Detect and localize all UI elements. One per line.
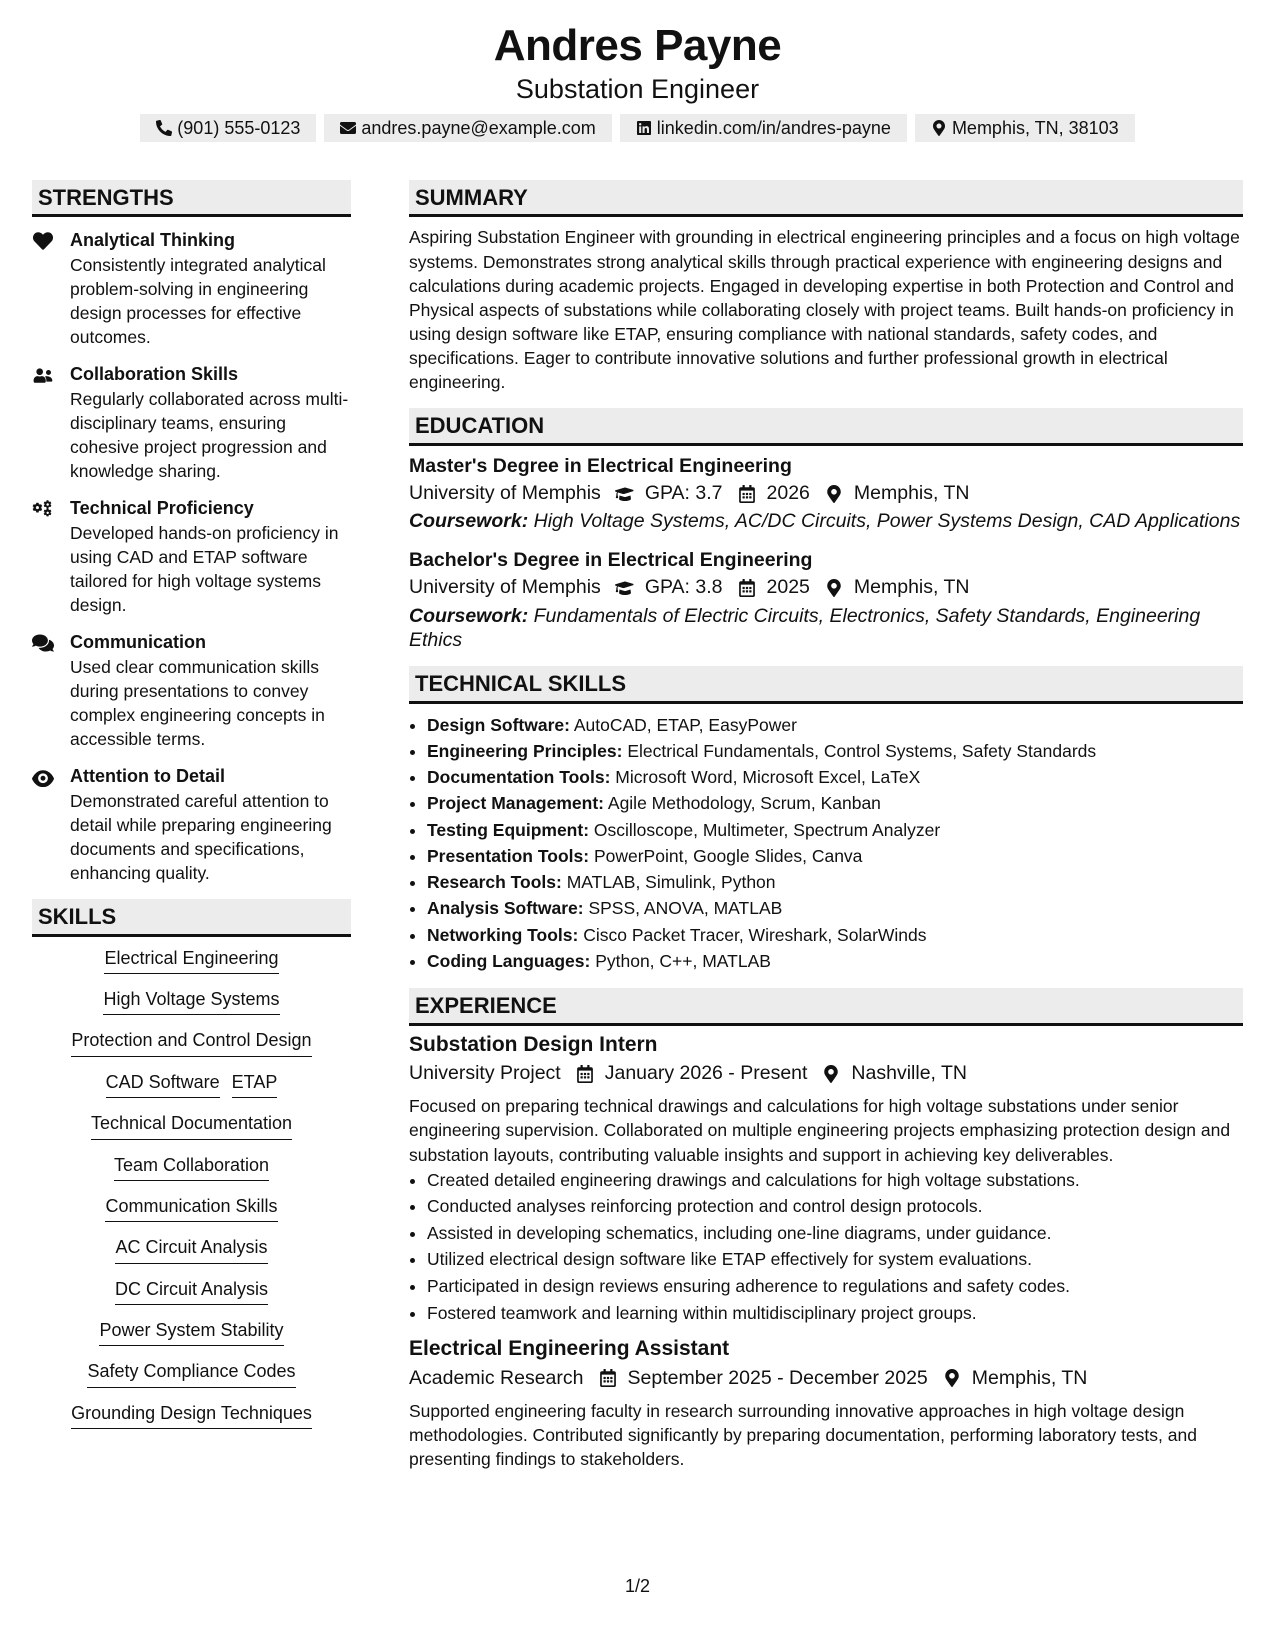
skills-heading: SKILLS [32, 899, 351, 936]
phone-text: (901) 555-0123 [177, 117, 301, 138]
experience-item [409, 1030, 1243, 1327]
tech-skill-item [427, 790, 1243, 816]
email-text: andres.payne@example.com [361, 117, 596, 138]
coursework-label: Coursework: [409, 510, 529, 533]
candidate-name: Andres Payne [493, 21, 782, 70]
map-pin-icon [942, 1369, 962, 1387]
gears-icon [32, 499, 54, 519]
heart-icon [32, 231, 54, 251]
eye-icon [32, 767, 54, 787]
coursework [409, 605, 1243, 653]
strength-name: Communication [70, 632, 207, 653]
skill-tag: Communication Skills [105, 1195, 277, 1222]
tech-skill-item [427, 948, 1243, 974]
tech-skill-value: Microsoft Word, Microsoft Excel, LaTeX [615, 767, 921, 788]
skill-tag: Electrical Engineering [104, 947, 278, 974]
strength-item [32, 497, 351, 617]
experience-desc: Focused on preparing technical drawings and calculations for high voltage substations under senior engineering supervision. Collaborated on multiple engineering projects emphasizing protection design and substation layouts, contributing valuable insights and support in achieving key deliverables. [409, 1096, 1231, 1165]
tech-skill-item [427, 895, 1243, 921]
calendar-icon [737, 579, 757, 597]
gpa-text: GPA: 3.7 [644, 482, 723, 505]
tech-skill-item [427, 843, 1243, 869]
skill-tag: Technical Documentation [91, 1112, 292, 1139]
gpa-text: GPA: 3.8 [644, 576, 723, 599]
bullet-item: • Participated in design reviews ensuring adherence to regulations and safety codes. [427, 1273, 1243, 1300]
skill-tag: ETAP [232, 1071, 278, 1098]
summary-text: Aspiring Substation Engineer with grounding in electrical engineering principles and a focus on high voltage systems. Demonstrates strong analytical skills through practical experience with engineering designs and calculations during academic projects. Engaged in developing expertise in both Protection and Control and Physical aspects of substations while collaborating closely with project teams. Built hands-on proficiency in using design software like ETAP, ensuring compliance with national standards, safety codes, and specifications. Eager to contribute innovative solutions and further professional growth in electrical engineering. [409, 227, 1240, 393]
experience-list [409, 1026, 1243, 1472]
tech-skill-value: Electrical Fundamentals, Control Systems, Safety Standards [627, 740, 1097, 761]
experience-bullets [409, 1167, 1243, 1327]
strength-name: Attention to Detail [70, 766, 225, 787]
tech-skill-label: Analysis Software: [427, 898, 584, 919]
strength-item [32, 765, 351, 885]
skill-tag: Grounding Design Techniques [71, 1402, 312, 1429]
map-pin-icon [821, 1065, 841, 1083]
linkedin-text: linkedin.com/in/andres-payne [656, 117, 891, 138]
tech-skill-value: MATLAB, Simulink, Python [566, 872, 776, 893]
tech-skill-label: Coding Languages: [427, 950, 591, 971]
tech-skill-label: Engineering Principles: [427, 740, 623, 761]
skill-tag: Safety Compliance Codes [87, 1360, 295, 1387]
role-title: Electrical Engineering Assistant [409, 1337, 730, 1361]
degree-name: Bachelor's Degree in Electrical Engineering [409, 549, 813, 572]
education-location: Memphis, TN [853, 576, 970, 599]
tech-skill-item [427, 738, 1243, 764]
skill-tag: CAD Software [106, 1071, 220, 1098]
tech-skill-value: Python, C++, MATLAB [595, 950, 771, 971]
resume-header [0, 0, 1275, 142]
strength-desc: Demonstrated careful attention to detail while preparing engineering documents and specifications, enhancing quality. [70, 790, 332, 884]
contact-email[interactable] [324, 114, 611, 142]
school-name: University of Memphis [409, 482, 601, 505]
strengths-heading: STRENGTHS [32, 180, 351, 217]
strength-name: Analytical Thinking [70, 230, 236, 251]
degree-name: Master's Degree in Electrical Engineering [409, 454, 792, 477]
education-list [409, 446, 1243, 653]
contact-bar [0, 114, 1275, 142]
right-column [409, 180, 1243, 1479]
org-name: University Project [409, 1061, 561, 1084]
tech-skill-item [427, 869, 1243, 895]
strength-desc: Used clear communication skills during presentations to convey complex engineering concepts in accessible terms. [70, 656, 325, 750]
linkedin-icon [636, 120, 652, 136]
bullet-item: • Utilized electrical design software like ETAP effectively for system evaluations. [427, 1246, 1243, 1273]
job-title: Substation Engineer [515, 74, 760, 104]
skill-tag: Protection and Control Design [71, 1029, 311, 1056]
tech-skill-value: Cisco Packet Tracer, Wireshark, SolarWinds [583, 924, 927, 945]
tech-skill-value: Agile Methodology, Scrum, Kanban [607, 793, 881, 814]
tech-skill-value: Oscilloscope, Multimeter, Spectrum Analyzer [593, 819, 941, 840]
experience-meta [409, 1059, 1243, 1088]
education-meta [409, 573, 1243, 602]
education-meta [409, 479, 1243, 508]
page-number: 1/2 [624, 1576, 651, 1596]
contact-location [915, 114, 1135, 142]
strength-name: Collaboration Skills [70, 364, 239, 385]
experience-desc: Supported engineering faculty in research surrounding innovative approaches in high voltage design methodologies. Contributed significantly by preparing documentation, performing laboratory tests, and presenting findings to stakeholders. [409, 1400, 1197, 1470]
tech-skill-value: AutoCAD, ETAP, EasyPower [573, 714, 797, 735]
comments-icon [32, 633, 54, 653]
coursework-text: High Voltage Systems, AC/DC Circuits, Power Systems Design, CAD Applications [533, 510, 1241, 533]
tech-skill-label: Project Management: [427, 793, 604, 814]
experience-heading: EXPERIENCE [409, 988, 1243, 1025]
bullet-item: • Created detailed engineering drawings and calculations for high voltage substations. [427, 1167, 1243, 1194]
tech-skill-item [427, 712, 1243, 738]
education-item [409, 548, 1243, 652]
left-column [32, 180, 351, 1443]
location-text: Memphis, TN, 38103 [951, 117, 1119, 138]
bullet-item: • Fostered teamwork and learning within multidisciplinary project groups. [427, 1300, 1243, 1327]
tech-skill-item [427, 817, 1243, 843]
calendar-icon [598, 1369, 618, 1387]
calendar-icon [575, 1065, 595, 1083]
map-pin-icon [824, 485, 844, 503]
tech-skill-label: Networking Tools: [427, 924, 579, 945]
year-text: 2025 [766, 576, 810, 599]
experience-location: Memphis, TN [971, 1366, 1088, 1389]
tech-skill-label: Presentation Tools: [427, 845, 590, 866]
envelope-icon [340, 120, 356, 136]
skill-tag: Power System Stability [99, 1319, 283, 1346]
contact-linkedin[interactable] [620, 114, 907, 142]
strength-desc: Consistently integrated analytical problem-solving in engineering design processes for effective outcomes. [70, 254, 326, 348]
experience-location: Nashville, TN [851, 1061, 968, 1084]
dates-text: September 2025 - December 2025 [627, 1366, 928, 1389]
coursework-text: Fundamentals of Electric Circuits, Electronics, Safety Standards, Engineering Ethics [409, 604, 1201, 651]
strength-desc: Regularly collaborated across multi-disciplinary teams, ensuring cohesive project progression and knowledge sharing. [70, 388, 349, 482]
tech-skill-label: Design Software: [427, 714, 570, 735]
summary-heading: SUMMARY [409, 180, 1243, 217]
strength-desc: Developed hands-on proficiency in using CAD and ETAP software tailored for high voltage systems design. [70, 522, 339, 616]
phone-icon [156, 120, 172, 136]
coursework [409, 510, 1243, 534]
education-heading: EDUCATION [409, 408, 1243, 445]
graduation-cap-icon [615, 579, 635, 597]
coursework-label: Coursework: [409, 604, 529, 627]
technical-skills-list [409, 712, 1243, 975]
dates-text: January 2026 - Present [604, 1061, 808, 1084]
skill-tag: Team Collaboration [114, 1154, 269, 1181]
map-pin-icon [824, 579, 844, 597]
calendar-icon [737, 485, 757, 503]
tech-skill-label: Testing Equipment: [427, 819, 590, 840]
experience-item [409, 1334, 1243, 1471]
education-item [409, 454, 1243, 534]
tech-skill-value: SPSS, ANOVA, MATLAB [588, 898, 783, 919]
graduation-cap-icon [615, 485, 635, 503]
role-title: Substation Design Intern [409, 1032, 658, 1056]
strength-item [32, 631, 351, 751]
strength-item [32, 363, 351, 483]
map-pin-icon [931, 120, 947, 136]
year-text: 2026 [766, 482, 810, 505]
strength-item [32, 229, 351, 349]
tech-skill-label: Documentation Tools: [427, 767, 611, 788]
tech-skill-label: Research Tools: [427, 872, 562, 893]
tech-skill-value: PowerPoint, Google Slides, Canva [593, 845, 863, 866]
contact-phone[interactable] [140, 114, 316, 142]
bullet-item: • Conducted analyses reinforcing protection and control design protocols. [427, 1193, 1243, 1220]
tech-skill-item [427, 764, 1243, 790]
skill-tag: High Voltage Systems [103, 988, 279, 1015]
experience-meta [409, 1364, 1243, 1393]
education-location: Memphis, TN [853, 482, 970, 505]
skill-tag: DC Circuit Analysis [115, 1278, 268, 1305]
strength-name: Technical Proficiency [70, 498, 254, 519]
skill-tag: AC Circuit Analysis [115, 1236, 267, 1263]
bullet-item: • Assisted in developing schematics, including one-line diagrams, under guidance. [427, 1220, 1243, 1247]
skills-list [32, 937, 351, 1430]
strengths-list [32, 217, 351, 885]
tech-skill-item [427, 922, 1243, 948]
technical-skills-heading: TECHNICAL SKILLS [409, 666, 1243, 703]
org-name: Academic Research [409, 1366, 584, 1389]
users-icon [32, 365, 54, 385]
school-name: University of Memphis [409, 576, 601, 599]
